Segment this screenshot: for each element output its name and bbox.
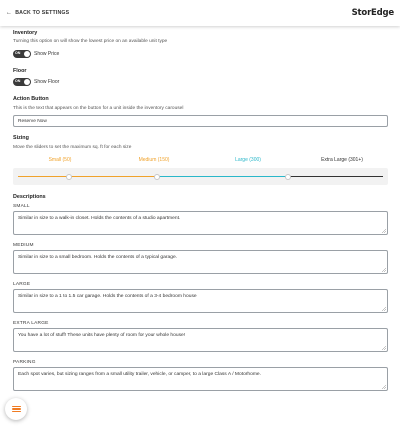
- resize-handle-icon[interactable]: [382, 229, 386, 233]
- action-button-title: Action Button: [13, 96, 49, 102]
- back-arrow-icon: ←: [6, 10, 13, 16]
- inventory-title: Inventory: [13, 30, 38, 36]
- inventory-description: Turning this option on will show the lowest price on an available unit type: [13, 39, 168, 44]
- slider-thumb-large[interactable]: [285, 174, 291, 180]
- top-bar: [0, 0, 400, 26]
- desc-textarea-parking[interactable]: [13, 367, 388, 391]
- sizing-description: Move the sliders to set the maximum sq. ft for each size: [13, 145, 132, 150]
- size-label-extra-large: Extra Large (301+): [321, 157, 363, 163]
- menu-fab-button[interactable]: [5, 398, 27, 420]
- track-medium: [69, 176, 157, 177]
- slider-thumb-small[interactable]: [66, 174, 72, 180]
- desc-label-medium: MEDIUM: [13, 243, 34, 248]
- resize-handle-icon[interactable]: [382, 346, 386, 350]
- show-price-row: [13, 50, 59, 58]
- show-floor-row: [13, 78, 59, 86]
- desc-text-large: Similar in size to a 1 to 1.5 car garage. Holds the contents of a 3-4 bedroom house: [18, 294, 197, 299]
- track-large: [157, 176, 288, 177]
- back-to-settings-link[interactable]: [6, 10, 69, 16]
- action-button-description: This is the text that appears on the button for a unit inside the inventory carousel: [13, 106, 184, 111]
- desc-label-small: SMALL: [13, 204, 30, 209]
- size-label-medium: Medium (150): [138, 157, 170, 163]
- resize-handle-icon[interactable]: [382, 385, 386, 389]
- action-button-text-input[interactable]: [13, 115, 388, 127]
- slider-thumb-medium[interactable]: [154, 174, 160, 180]
- track-small: [18, 176, 69, 177]
- descriptions-title: Descriptions: [13, 194, 46, 200]
- show-floor-toggle[interactable]: [13, 78, 31, 86]
- back-label: BACK TO SETTINGS: [15, 10, 70, 16]
- toggle-knob: [24, 51, 30, 57]
- toggle-state: ON: [15, 79, 21, 84]
- resize-handle-icon[interactable]: [382, 307, 386, 311]
- toggle-knob: [24, 79, 30, 85]
- size-label-small: Small (50): [48, 157, 72, 163]
- desc-textarea-large[interactable]: [13, 289, 388, 313]
- desc-text-parking: Each spot varies, but sizing ranges from a small utility trailer, vehicle, or camper, to a large Class A / Motorhome.: [18, 372, 262, 377]
- track-extra-large: [288, 176, 383, 177]
- desc-textarea-extra-large[interactable]: [13, 328, 388, 352]
- toggle-state: ON: [15, 51, 21, 56]
- desc-text-medium: Similar in size to a small bedroom. Holds the contents of a typical garage.: [18, 255, 178, 260]
- desc-label-parking: PARKING: [13, 360, 36, 365]
- sizing-labels: [13, 157, 389, 165]
- show-price-toggle[interactable]: [13, 50, 31, 58]
- show-price-label: Show Price: [34, 51, 60, 57]
- sizing-slider: [13, 168, 388, 185]
- show-floor-label: Show Floor: [34, 79, 60, 85]
- sizing-title: Sizing: [13, 135, 29, 141]
- resize-handle-icon[interactable]: [382, 268, 386, 272]
- menu-icon: [12, 406, 21, 412]
- storedge-logo: StorEdge: [351, 8, 394, 18]
- desc-textarea-medium[interactable]: [13, 250, 388, 274]
- desc-text-small: Similar in size to a walk-in closet. Holds the contents of a studio apartment.: [18, 216, 181, 221]
- size-label-large: Large (300): [235, 157, 261, 163]
- desc-label-extra-large: EXTRA LARGE: [13, 321, 49, 326]
- desc-textarea-small[interactable]: [13, 211, 388, 235]
- desc-label-large: LARGE: [13, 282, 31, 287]
- desc-text-extra-large: You have a lot of stuff! These units have plenty of room for your whole house!: [18, 333, 186, 338]
- floor-title: Floor: [13, 68, 27, 74]
